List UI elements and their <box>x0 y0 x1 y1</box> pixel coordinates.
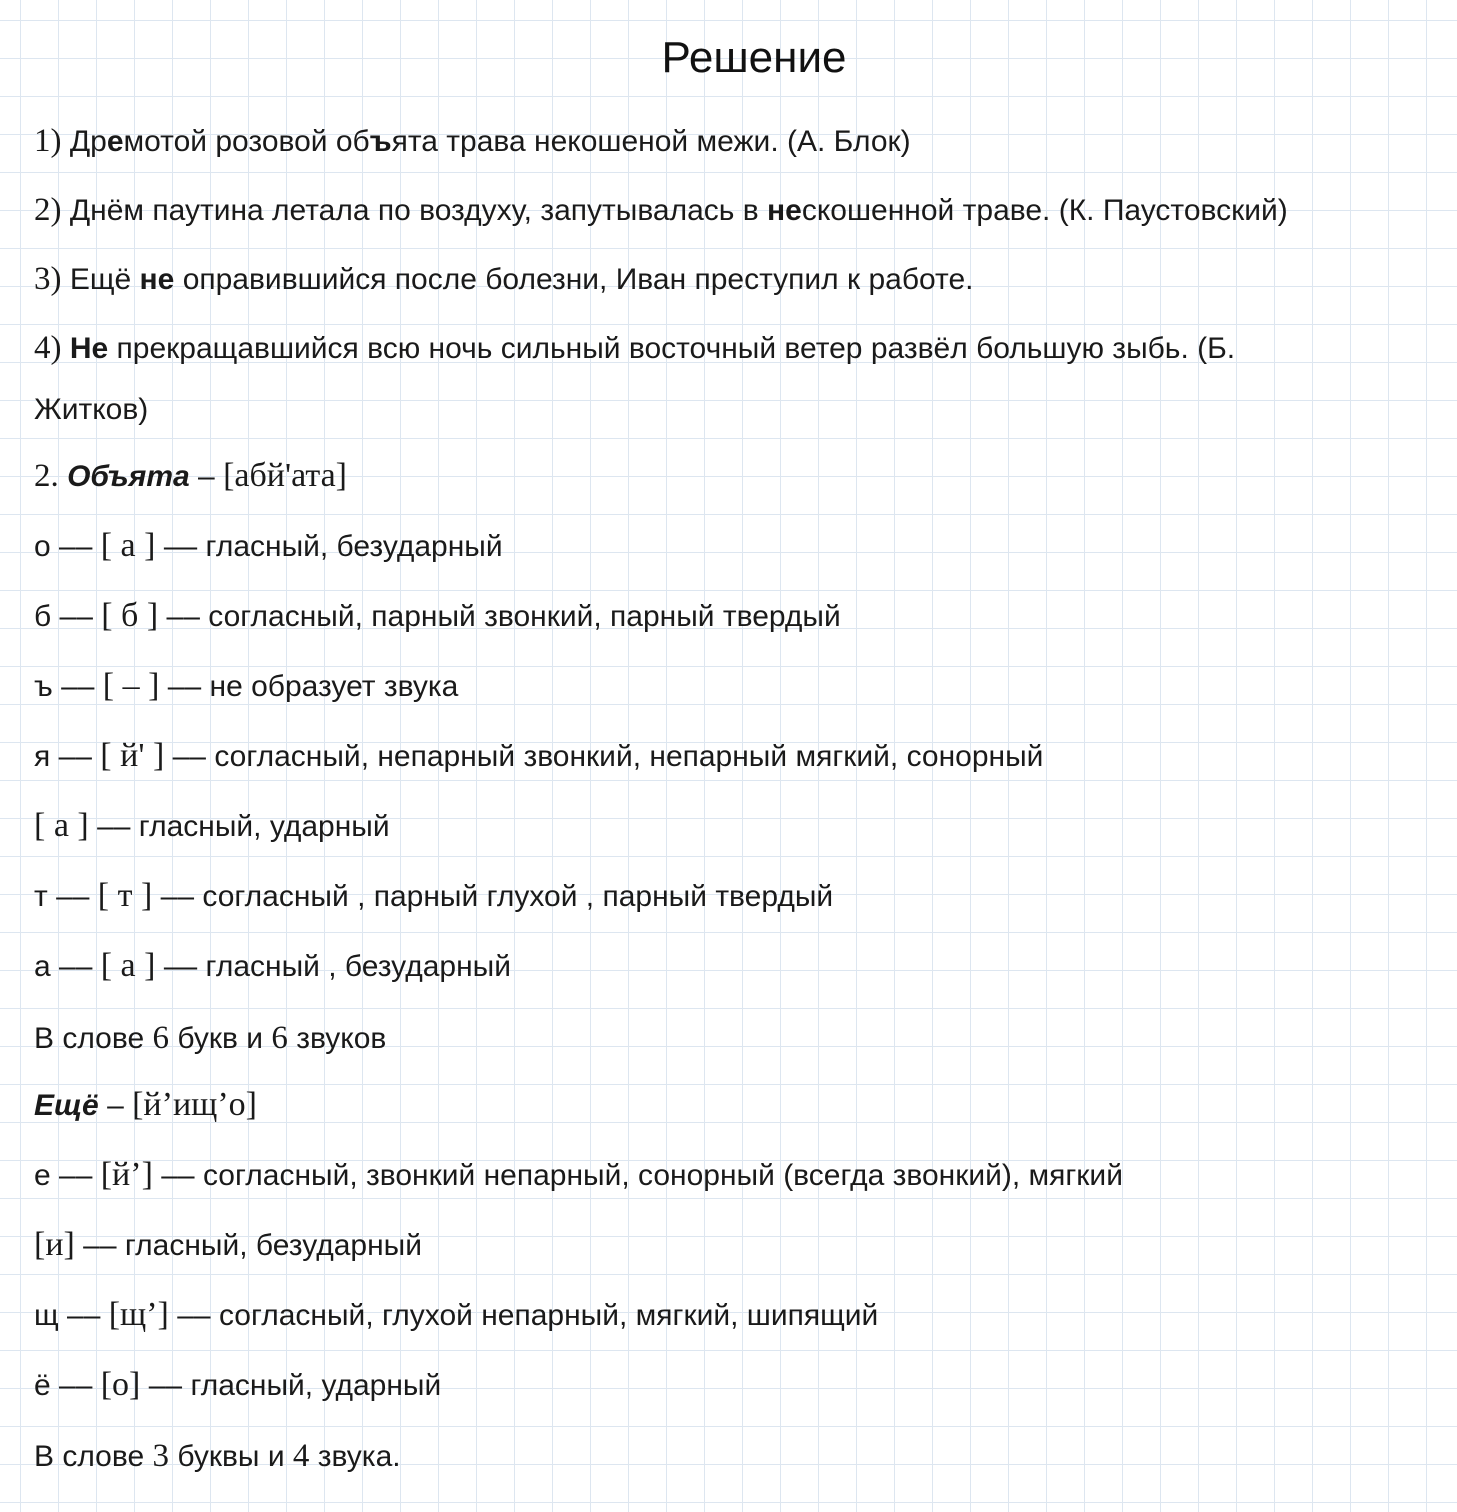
sound-transcription: [ а ] <box>100 947 156 984</box>
sound-description: согласный, звонкий непарный, сонорный (всегда звонкий), мягкий <box>202 1159 1123 1192</box>
sound-description: согласный, парный звонкий, парный твердый <box>208 600 841 633</box>
letter: ъ <box>34 670 53 703</box>
letter-sound-row <box>34 1155 1123 1196</box>
separator: –– <box>50 1369 101 1402</box>
sentence-1: 1) Дремотой розовой объята трава некошеной межи. (А. Блок) <box>34 123 911 159</box>
separator: –– <box>159 670 210 703</box>
separator: –– <box>168 1299 219 1332</box>
letter: б <box>34 600 52 633</box>
analyzed-word: Ещё <box>34 1089 99 1122</box>
transcription: [й’ищ’о] <box>132 1086 257 1123</box>
letter-sound-row <box>34 596 841 637</box>
sound-transcription: [и] <box>34 1226 75 1263</box>
sound-description: гласный , безударный <box>205 950 511 983</box>
separator: –– <box>88 810 139 843</box>
separator: –– <box>50 1159 101 1192</box>
sound-transcription: [ – ] <box>102 667 160 704</box>
sound-description: не образует звука <box>209 670 459 703</box>
word-2-heading: Ещё – [й’ищ’о] <box>34 1086 257 1123</box>
separator: –– <box>140 1369 191 1402</box>
separator: –– <box>50 530 101 563</box>
bold-particle: Не <box>69 332 109 365</box>
page-title: Решение <box>661 33 847 82</box>
separator: –– <box>74 1229 125 1262</box>
separator: –– <box>51 600 102 633</box>
letter-sound-row <box>34 876 833 917</box>
bold-letter: ъ <box>369 125 392 158</box>
sentence-number: 1) <box>34 123 62 159</box>
separator: –– <box>155 530 206 563</box>
letter-sound-row <box>34 806 390 847</box>
sound-description: гласный, безударный <box>205 530 503 563</box>
sentence-number: 4) <box>34 330 62 366</box>
separator: –– <box>50 740 101 773</box>
transcription: [абй'ата] <box>223 457 348 494</box>
sound-transcription: [ т ] <box>97 877 153 914</box>
sound-description: гласный, ударный <box>138 810 390 843</box>
sound-description: гласный, безударный <box>124 1229 422 1262</box>
separator: –– <box>155 950 206 983</box>
separator: –– <box>50 950 101 983</box>
letter: а <box>34 950 51 983</box>
bold-particle: не <box>139 263 175 296</box>
sound-transcription: [щ’] <box>108 1296 169 1333</box>
letter: о <box>34 530 51 563</box>
letter: е <box>34 1159 51 1192</box>
sound-transcription: [ а ] <box>100 527 156 564</box>
separator: –– <box>58 1299 109 1332</box>
word-1-heading: 2. Объята – [абй'ата] <box>34 457 348 494</box>
sentence-4: 4) Не прекращавшийся всю ночь сильный восточный ветер развёл большую зыбь. (Б. <box>34 330 1236 366</box>
letter-sound-row <box>34 736 1043 777</box>
letter-sound-row <box>34 1295 878 1336</box>
separator: –– <box>152 880 203 913</box>
letter-sound-row <box>34 1365 441 1406</box>
separator: –– <box>52 670 103 703</box>
separator: –– <box>158 600 209 633</box>
sound-transcription: [ б ] <box>101 597 159 634</box>
sentence-4-continuation: Житков) <box>34 393 149 426</box>
sentence-2: 2) Днём паутина летала по воздуху, запутывалась в нескошенной траве. (К. Паустовский) <box>34 192 1288 228</box>
bold-particle: не <box>767 194 802 227</box>
letter: ё <box>34 1369 51 1402</box>
letter: т <box>34 880 48 913</box>
sentence-3: 3) Ещё не оправившийся после болезни, Иван преступил к работе. <box>34 261 974 297</box>
letter-sound-row <box>34 666 458 707</box>
bold-letter: е <box>106 125 124 158</box>
letter: щ <box>34 1299 59 1332</box>
analyzed-word: Объята <box>58 460 190 493</box>
word-1-count: В слове 6 букв и 6 звуков <box>34 1020 387 1056</box>
separator: –– <box>152 1159 203 1192</box>
separator: –– <box>47 880 98 913</box>
sound-transcription: [ й' ] <box>100 737 165 774</box>
sound-description: согласный, непарный звонкий, непарный мягкий, сонорный <box>214 740 1044 773</box>
sentence-number: 3) <box>34 261 62 297</box>
letter-sound-row <box>34 1225 422 1266</box>
task-number: 2. <box>34 458 59 494</box>
letter: я <box>34 740 51 773</box>
separator: –– <box>164 740 215 773</box>
sound-description: гласный, ударный <box>190 1369 442 1402</box>
sentence-number: 2) <box>34 192 62 228</box>
letter-sound-row <box>34 526 503 567</box>
sound-transcription: [о] <box>100 1366 141 1403</box>
sound-transcription: [й’] <box>100 1156 153 1193</box>
letter-sound-row <box>34 946 511 987</box>
sound-description: согласный , парный глухой , парный твердый <box>202 880 834 913</box>
word-2-count: В слове 3 буквы и 4 звука. <box>34 1438 401 1474</box>
sound-transcription: [ а ] <box>34 807 89 844</box>
sound-description: согласный, глухой непарный, мягкий, шипящий <box>218 1299 879 1332</box>
